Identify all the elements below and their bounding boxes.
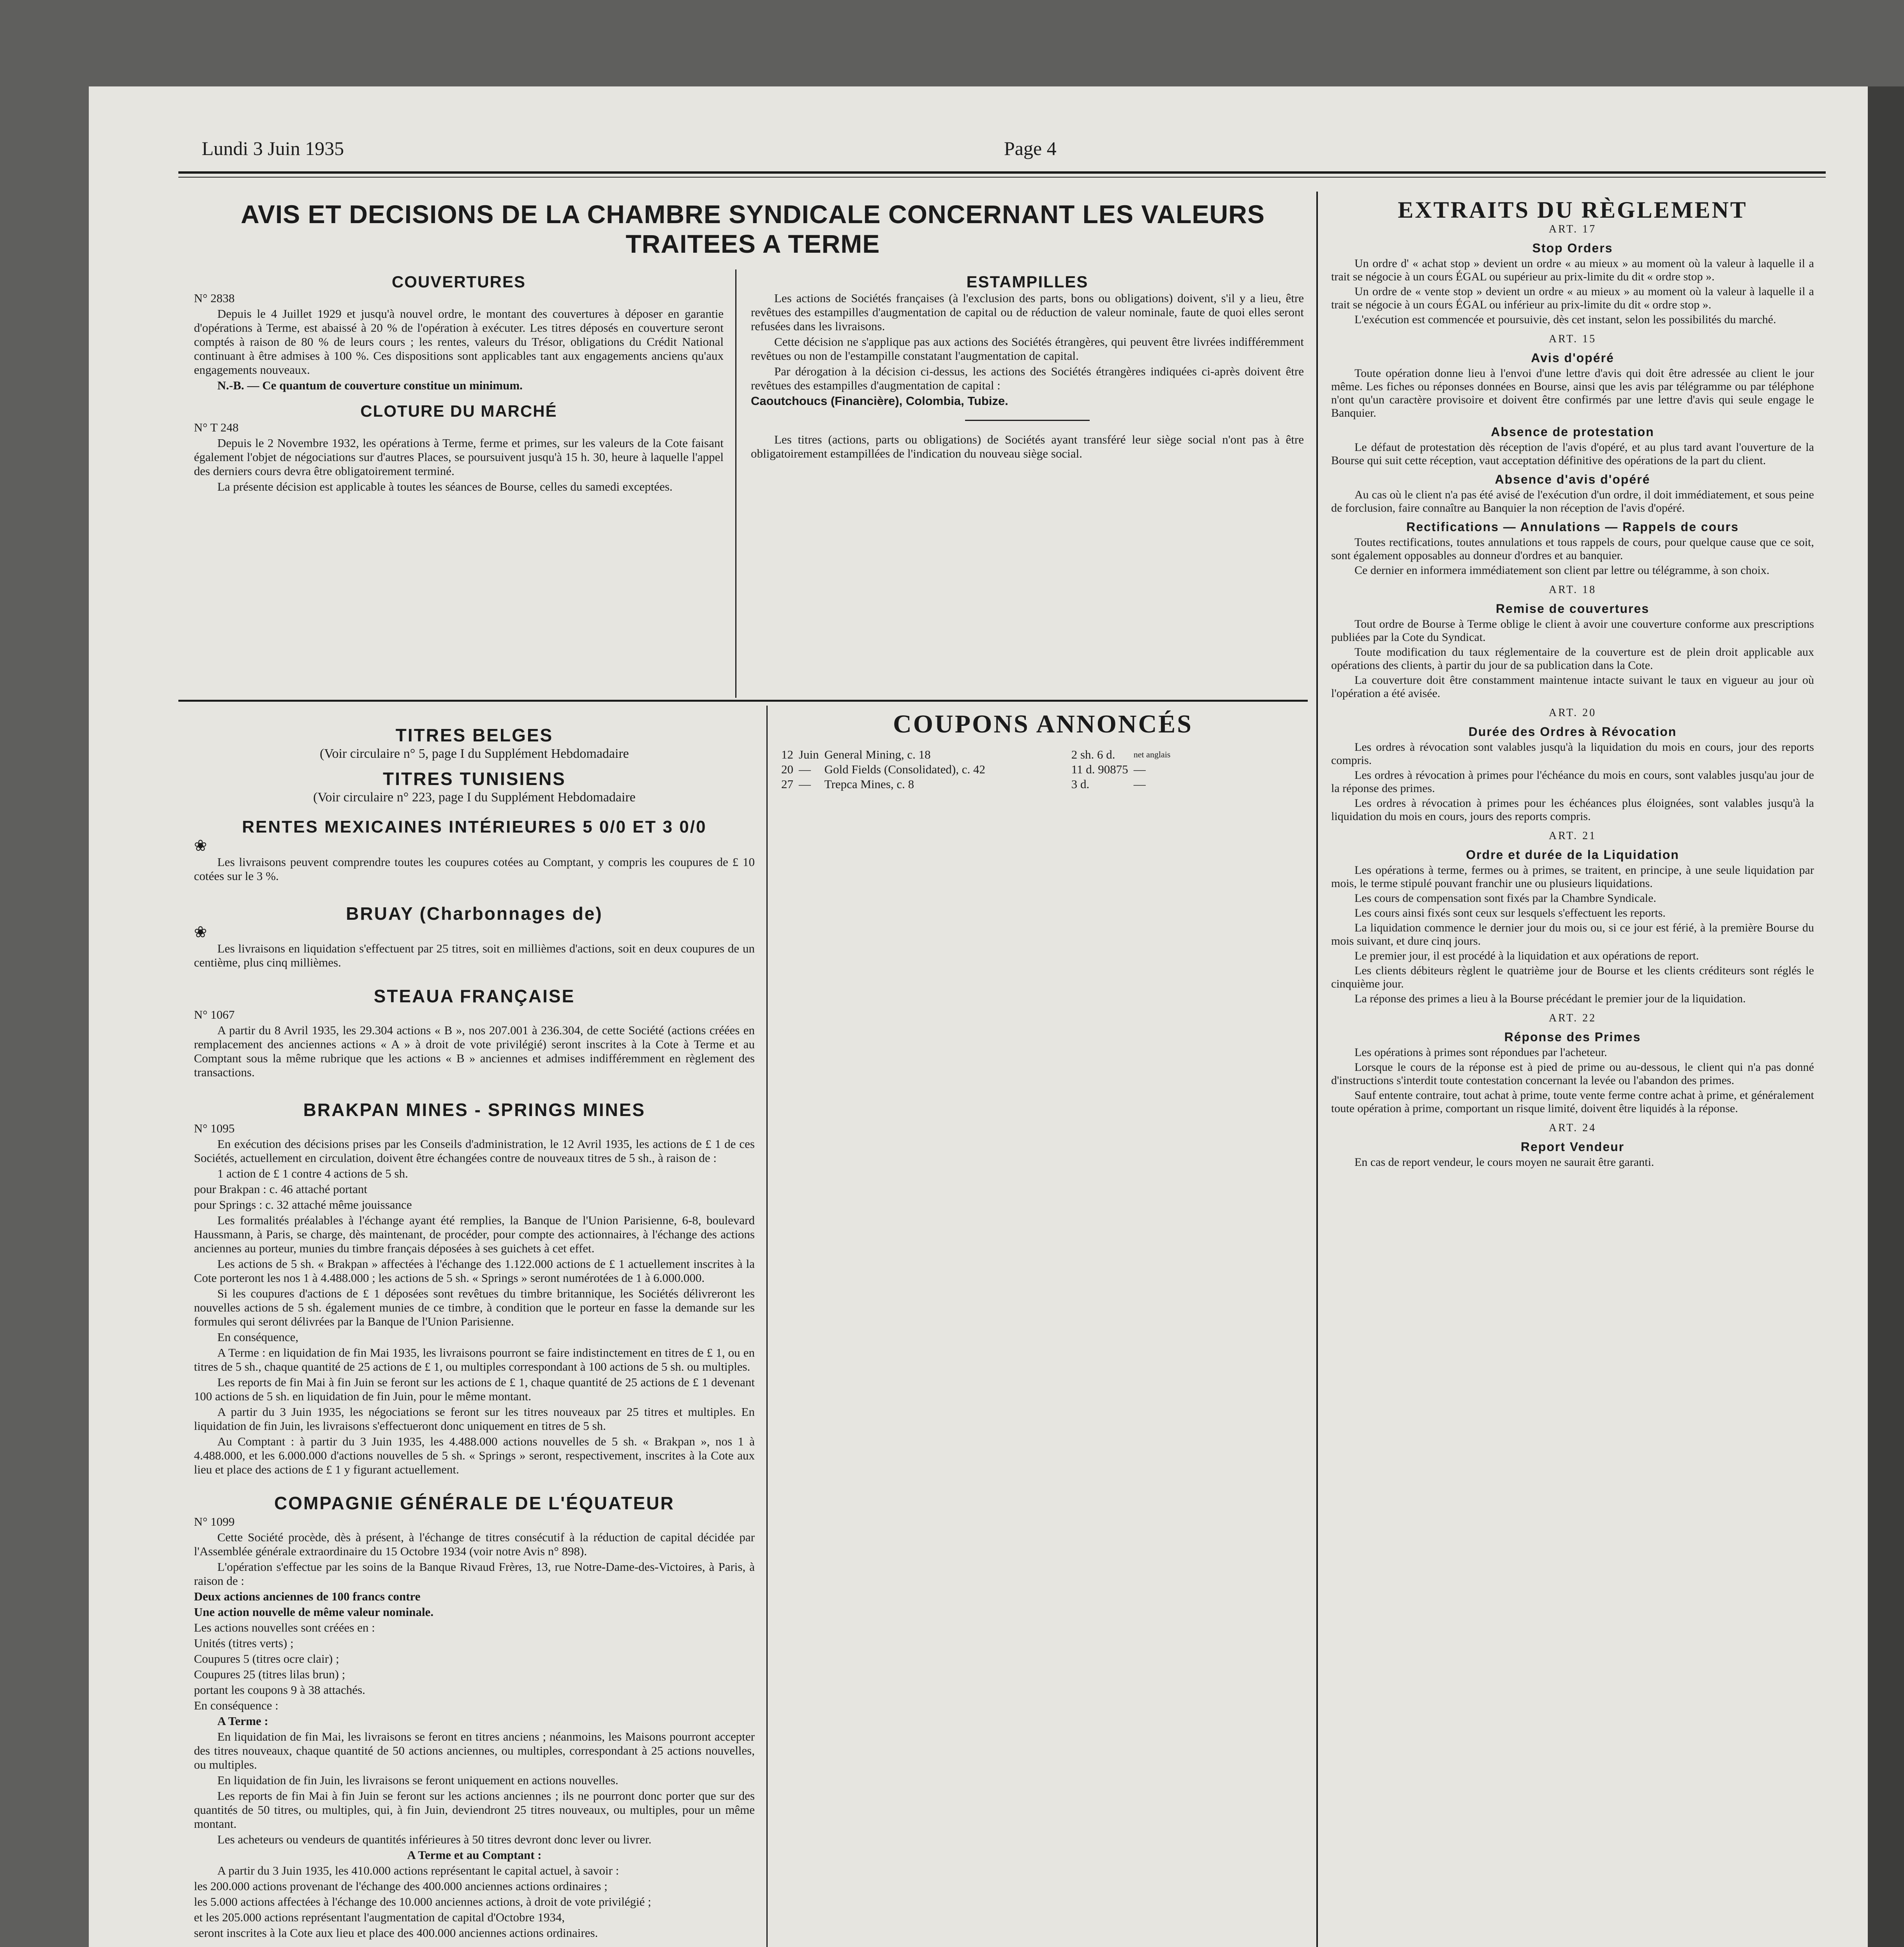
estampilles-text-3: Par dérogation à la décision ci-dessus, les actions des Sociétés étrangères indiquées ci-après doivent être revêtues des estampilles d'augmentation de capital : [751,364,1304,392]
equateur-line-4: Unités (titres verts) ; [194,1636,294,1650]
art-label: ART. 24 [1548,1122,1597,1134]
main-title: AVIS ET DECISIONS DE LA CHAMBRE SYNDICALE CONCERNANT LES VALEURS TRAITEES A TERME [241,200,1265,258]
brakpan-text-9: Au Comptant : à partir du 3 Juin 1935, les 4.488.000 actions nouvelles de 5 sh. « Brakpan », nos 1 à 4.488.000, et les 6.000.000 d'actions nouvelles de 5 sh. « Springs » seront, respectivement, inscrites à la Cote aux lieu et place des actions de £ 1 y figurant actuellement. [194,1435,755,1476]
equateur-aterme: A Terme : [217,1714,268,1728]
table-row [779,748,1173,762]
ordre-text-7: La réponse des primes a lieu à la Bourse précédant le premier jour de la liquidation. [1354,992,1746,1005]
equateur-line-3: Les actions nouvelles sont créées en : [194,1621,375,1634]
brakpan-text-2: Les formalités préalables à l'échange ayant été remplies, la Banque de l'Union Parisienne, 6-8, boulevard Haussmann, à Paris, se charge, dès maintenant, de procéder, pour compte des actionnaires, à l'échange des actions anciennes au porteur, munies du timbre français déposées à ses guichets à cet effet. [194,1213,755,1255]
art-label: ART. 18 [1548,584,1597,596]
absence-avis-text: Au cas où le client n'a pas été avisé de l'exécution d'un ordre, il doit immédiatement, et sous peine de forclusion, faire connaître au Banquier la non réception de l'avis d'opéré. [1331,488,1814,514]
cloture-heading: CLOTURE DU MARCHÉ [360,402,557,420]
column-divider-top [735,269,736,698]
equateur-text-5: Les reports de fin Mai à fin Juin se feront sur les actions anciennes ; ils ne pourront donc porter que sur des quantités de 50 titres, ou multiples, qui, à fin Juin, deviendront 25 titres nouveaux, ou multiples, pour un même montant. [194,1789,755,1831]
left-column [194,717,755,1947]
estampilles-list: Caoutchoucs (Financière), Colombia, Tubize. [751,394,1008,408]
estampilles-text: Les actions de Sociétés françaises (à l'exclusion des parts, bons ou obligations) doivent, s'il y a lieu, être revêtues des estampilles d'augmentation de capital ou de réduction de valeur nominale, faute de quoi elles seront refusées dans les livraisons. [751,291,1304,333]
absence-protestation-text: Le défaut de protestation dès réception de l'avis d'opéré, et au plus tard avant l'ouverture de la Bourse qui suit cette réception, vaut acceptation définitive des opérations de la part du client. [1331,441,1814,467]
reponse-text-2: Lorsque le cours de la réponse est à pied de prime ou au-dessous, le client qui n'a pas donné d'instructions s'interdit toute contestation concernant la levée ou l'abandon des primes. [1331,1061,1814,1087]
coupon-month: — [799,762,811,776]
avis-heading: Avis d'opéré [1531,351,1614,365]
extraits-column [1331,197,1814,1171]
ordre-text-3: Les cours ainsi fixés sont ceux sur lesquels s'effectuent les reports. [1354,907,1666,919]
ordre-text-2: Les cours de compensation sont fixés par la Chambre Syndicale. [1354,892,1656,905]
estampilles-separator [965,420,1090,421]
title-block-bottom-rule [178,700,1308,702]
remise-heading: Remise de couvertures [1495,602,1650,616]
bullet-icon: ❀ [194,923,207,941]
equateur-text-7: A partir du 3 Juin 1935, les 410.000 actions représentant le capital actuel, à savoir : [217,1864,619,1877]
titres-tunisiens-heading: TITRES TUNISIENS [383,769,566,789]
estampilles-heading: ESTAMPILLES [966,273,1089,291]
page-date: Lundi 3 Juin 1935 [202,137,344,159]
steaua-text: A partir du 8 Avril 1935, les 29.304 actions « B », nos 207.001 à 236.304, de cette Société (actions créées en remplacement des anciennes actions « A » à droit de vote privilégié) seront inscrites à la Cote à Terme et au Comptant sous la même rubrique que les actions « B » anciennes et admises indifféremment en règlement des transactions. [194,1023,755,1079]
remise-text-3: La couverture doit être constamment maintenue intacte suivant le taux en vigueur au jour où l'opération a été avisée. [1331,674,1814,700]
duree-text-2: Les ordres à révocation à primes pour l'échéance du mois en cours, sont valables jusqu'au jour de la réponse des primes. [1331,769,1814,795]
equateur-line-9: les 200.000 actions provenant de l'échange des 400.000 anciennes actions ordinaires ; [194,1879,608,1893]
brakpan-text-3: Les actions de 5 sh. « Brakpan » affectées à l'échange des 1.122.000 actions de £ 1 actuellement inscrites à la Cote porteront les nos 1 à 4.488.000 ; les actions de 5 sh. « Springs » seront numérotées de 1 à 6.000.000. [194,1257,755,1285]
duree-heading: Durée des Ordres à Révocation [1468,725,1677,739]
couvertures-heading: COUVERTURES [391,273,526,291]
equateur-text-2: L'opération s'effectue par les soins de la Banque Rivaud Frères, 13, rue Notre-Dame-des-Victoires, à Paris, à raison de : [194,1560,755,1588]
coupon-day: 27 [781,777,793,791]
equateur-text-3: En liquidation de fin Mai, les livraisons se feront en titres anciens ; néanmoins, les Maisons pourront accepter des titres nouveaux, chaque quantité de 50 actions anciennes, ou multiples, correspondant à 25 actions nouvelles, ou multiples. [194,1730,755,1771]
reponse-text-1: Les opérations à primes sont répondues par l'acheteur. [1354,1046,1607,1059]
equateur-line-6: Coupures 25 (titres lilas brun) ; [194,1667,345,1681]
estampilles-block [751,269,1304,462]
remise-text-2: Toute modification du taux réglementaire de la couverture est de plein droit applicable aux opérations des clients, à partir du jour de sa publication dans la Cote. [1331,646,1814,672]
equateur-heading: COMPAGNIE GÉNÉRALE DE L'ÉQUATEUR [274,1493,675,1513]
steaua-num: N° 1067 [194,1008,235,1021]
ordre-text-4: La liquidation commence le dernier jour du mois ou, si ce jour est férié, à la première Bourse du mois suivant, et dure cinq jours. [1331,921,1814,947]
rectifications-heading: Rectifications — Annulations — Rappels de cours [1406,520,1739,534]
art-label: ART. 15 [1548,333,1597,345]
brakpan-text-4: Si les coupures d'actions de £ 1 déposées sont revêtues du timbre britannique, les Sociétés délivreront les nouvelles actions de 5 sh. également munies de ce timbre, à condition que le porteur en fasse la demande sur les formules qui seront délivrées par la Banque de l'Union Parisienne. [194,1287,755,1328]
equateur-line-8: En conséquence : [194,1699,278,1712]
brakpan-num: N° 1095 [194,1121,235,1135]
coupon-note: — [1133,762,1146,776]
duree-text-3: Les ordres à révocation à primes pour les échéances plus éloignées, sont valables jusqu'à la liquidation du mois en cours, jours des reports compris. [1331,797,1814,823]
header-rule [178,171,1826,174]
equateur-line-10: les 5.000 actions affectées à l'échange des 10.000 anciennes actions, à droit de vote privilégié ; [194,1895,651,1908]
ordre-heading: Ordre et durée de la Liquidation [1466,848,1679,862]
equateur-text-4: En liquidation de fin Juin, les livraisons se feront uniquement en actions nouvelles. [217,1773,618,1787]
coupon-name: Trepca Mines, c. 8 [824,777,914,791]
estampilles-text-4: Les titres (actions, parts ou obligations) de Sociétés ayant transféré leur siège social n'ont pas à être obligatoirement estampillées de l'indication du nouveau siège social. [751,433,1304,460]
coupon-amount: 3 d. [1071,777,1090,791]
couvertures-text: Depuis le 4 Juillet 1929 et jusqu'à nouvel ordre, le montant des couvertures à déposer en garantie d'opérations à Terme, est abaissé à 20 % de l'opération à exécuter. Les titres déposés en couverture seront comptés à raison de 80 % de leurs cours ; les rentes, valeurs du Trésor, obligations du Crédit National continuant à être admises à 100 %. Ces dispositions sont applicables tant aux engagements anciens qu'aux engagements nouveaux. [194,307,724,377]
report-text: En cas de report vendeur, le cours moyen ne saurait être garanti. [1354,1156,1654,1169]
coupon-note: net anglais [1133,750,1171,759]
rentes-heading: RENTES MEXICAINES INTÉRIEURES 5 0/0 ET 3 0/0 [242,817,707,836]
rentes-text: Les livraisons peuvent comprendre toutes les coupures cotées au Comptant, y compris les coupures de £ 10 cotées sur le 3 %. [194,855,755,883]
art-label: ART. 21 [1548,830,1597,842]
brakpan-heading: BRAKPAN MINES - SPRINGS MINES [303,1100,646,1120]
ordre-text-1: Les opérations à terme, fermes ou à primes, se traitent, en principe, à une seule liquidation par mois, le terme stipulé pouvant franchir une ou plusieurs liquidations. [1331,864,1814,890]
stop-text-2: Un ordre de « vente stop » devient un ordre « au mieux » au moment où la valeur à laquelle il a trait se négocie à un cours ÉGAL ou inférieur au prix-limite du dit « ordre stop ». [1331,285,1814,311]
coupon-day: 20 [781,762,793,776]
report-heading: Report Vendeur [1520,1140,1625,1154]
header-rule-thin [178,177,1826,178]
coupon-amount: 2 sh. 6 d. [1071,748,1115,761]
steaua-heading: STEAUA FRANÇAISE [373,986,575,1006]
couvertures-nb: N.-B. — Ce quantum de couverture constitue un minimum. [217,378,523,392]
reponse-heading: Réponse des Primes [1504,1030,1641,1044]
ordre-text-5: Le premier jour, il est procédé à la liquidation et aux opérations de report. [1354,949,1699,962]
coupons-column [778,710,1308,792]
cloture-num: N° T 248 [194,421,239,434]
equateur-line-5: Coupures 5 (titres ocre clair) ; [194,1652,339,1665]
coupon-month: Juin [799,748,819,761]
reponse-text-3: Sauf entente contraire, tout achat à prime, toute vente ferme contre achat à prime, et généralement toute opération à prime, comportant un risque limité, doivent être liquidés à la réponse. [1331,1089,1814,1115]
table-row [779,777,1173,791]
coupons-heading: COUPONS ANNONCÉS [893,710,1193,738]
estampilles-text-2: Cette décision ne s'applique pas aux actions des Sociétés étrangères, qui peuvent être livrées indifféremment revêtues ou non de l'estampille constatant l'augmentation de capital. [751,335,1304,363]
coupon-name: Gold Fields (Consolidated), c. 42 [824,762,985,776]
absence-protestation-heading: Absence de protestation [1491,425,1654,439]
art-label: ART. 22 [1548,1012,1597,1024]
equateur-text-8: seront inscrites à la Cote aux lieu et place des 400.000 anciennes actions ordinaires. [194,1926,598,1940]
rectifications-text-2: Ce dernier en informera immédiatement son client par lettre ou télégramme, à son choix. [1354,564,1770,577]
page-number: Page 4 [1004,137,1057,159]
coupon-month: — [799,777,811,791]
equateur-line-7: portant les coupons 9 à 38 attachés. [194,1683,365,1697]
equateur-text-1: Cette Société procède, dès à présent, à l'échange de titres consécutif à la réduction de capital décidée par l'Assemblée générale extraordinaire du 15 Octobre 1934 (voir notre Avis n° 898). [194,1530,755,1558]
coupons-table [778,747,1174,792]
titres-belges-sub: (Voir circulaire n° 5, page I du Supplément Hebdomadaire [320,746,629,761]
duree-text-1: Les ordres à révocation sont valables jusqu'à la liquidation du mois en cours, jour des reports compris. [1331,741,1814,767]
couvertures-num: N° 2838 [194,291,235,305]
equateur-atc: A Terme et au Comptant : [407,1848,542,1862]
scan-edge [1868,86,1904,1947]
rectifications-text-1: Toutes rectifications, toutes annulations et tous rappels de cours, pour quelque cause que ce soit, sont également opposables au donneur d'ordres et au banquier. [1331,536,1814,562]
titres-tunisiens-sub: (Voir circulaire n° 223, page I du Supplément Hebdomadaire [313,790,636,805]
stop-heading: Stop Orders [1532,241,1613,255]
brakpan-text-8: A partir du 3 Juin 1935, les négociations se feront sur les titres nouveaux par 25 titres et multiples. En liquidation de fin Juin, les livraisons s'effectueront donc uniquement en titres de 5 sh. [194,1405,755,1433]
column-divider-left [766,706,768,1947]
cloture-text: Depuis le 2 Novembre 1932, les opérations à Terme, ferme et primes, sur les valeurs de la Cote faisant également l'objet de négociations sur d'autres Places, se poursuivent jusqu'à 15 h. 30, heure à laquelle l'appel des derniers cours devra être obligatoirement terminé. [194,436,724,478]
stop-text-3: L'exécution est commencée et poursuivie, dès cet instant, selon les possibilités du marché. [1354,313,1776,326]
equateur-line-2: Une action nouvelle de même valeur nominale. [194,1605,434,1619]
brakpan-exchange-2: pour Brakpan : c. 46 attaché portant [194,1182,368,1196]
brakpan-exchange-3: pour Springs : c. 32 attaché même jouissance [194,1198,412,1211]
brakpan-exchange-1: 1 action de £ 1 contre 4 actions de 5 sh. [217,1167,408,1180]
bullet-icon: ❀ [194,837,207,854]
titres-belges-heading: TITRES BELGES [395,725,553,745]
coupon-day: 12 [781,748,793,761]
equateur-num: N° 1099 [194,1515,235,1528]
avis-text: Toute opération donne lieu à l'envoi d'une lettre d'avis qui doit être adressée au client le jour même. Les fiches ou réponses données en Bourse, ainsi que les avis par télégramme ou par téléphone n'ont qu'un caractère provisoire et doivent être confirmés par une lettre d'avis qui seule engage le Banquier. [1331,367,1814,419]
coupon-amount: 11 d. 90875 [1071,762,1128,776]
equateur-text-6: Les acheteurs ou vendeurs de quantités inférieures à 50 titres devront donc lever ou livrer. [217,1833,652,1846]
brakpan-text: En exécution des décisions prises par les Conseils d'administration, le 12 Avril 1935, les actions de £ 1 de ces Sociétés, actuellement en circulation, doivent être échangées contre de nouveaux titres de 5 sh., à raison de : [194,1137,755,1165]
art-label: ART. 17 [1548,223,1597,235]
extraits-heading: EXTRAITS DU RÈGLEMENT [1398,197,1747,223]
bruay-text: Les livraisons en liquidation s'effectuent par 25 titres, soit en millièmes d'actions, soit en deux coupures de un centième, plus cinq millièmes. [194,942,755,969]
bruay-heading: BRUAY (Charbonnages de) [346,903,603,924]
column-divider-right [1316,192,1318,1947]
brakpan-text-5: En conséquence, [217,1330,299,1344]
stop-text-1: Un ordre d' « achat stop » devient un ordre « au mieux » au moment où la valeur à laquelle il a trait se négocie à un cours ÉGAL ou supérieur au prix-limite du dit « ordre stop ». [1331,257,1814,283]
newspaper-page [89,86,1868,1947]
brakpan-text-7: Les reports de fin Mai à fin Juin se feront sur les actions de £ 1, chaque quantité de 25 actions de £ 1 devenant 100 actions de 5 sh. en liquidation de fin Juin, pour le même montant. [194,1375,755,1403]
ordre-text-6: Les clients débiteurs règlent le quatrième jour de Bourse et les clients créditeurs sont réglés le cinquième jour. [1331,964,1814,990]
table-row [779,762,1173,776]
couvertures-block [194,269,724,495]
brakpan-text-6: A Terme : en liquidation de fin Mai 1935, les livraisons pourront se faire indistinctement en titres de £ 1, ou en titres de 5 sh., chaque quantité de 25 actions de £ 1, ou multiples correspondant à 100 actions de 5 sh. ou multiples. [194,1346,755,1373]
remise-text-1: Tout ordre de Bourse à Terme oblige le client à avoir une couverture conforme aux prescriptions publiées par la Cote du Syndicat. [1331,618,1814,644]
cloture-text-2: La présente décision est applicable à toutes les séances de Bourse, celles du samedi exceptées. [217,480,673,493]
equateur-line-1: Deux actions anciennes de 100 francs contre [194,1590,421,1603]
equateur-line-11: et les 205.000 actions représentant l'augmentation de capital d'Octobre 1934, [194,1910,565,1924]
absence-avis-heading: Absence d'avis d'opéré [1495,472,1650,486]
coupon-name: General Mining, c. 18 [824,748,931,761]
art-label: ART. 20 [1548,707,1597,719]
coupon-note: — [1133,777,1146,791]
